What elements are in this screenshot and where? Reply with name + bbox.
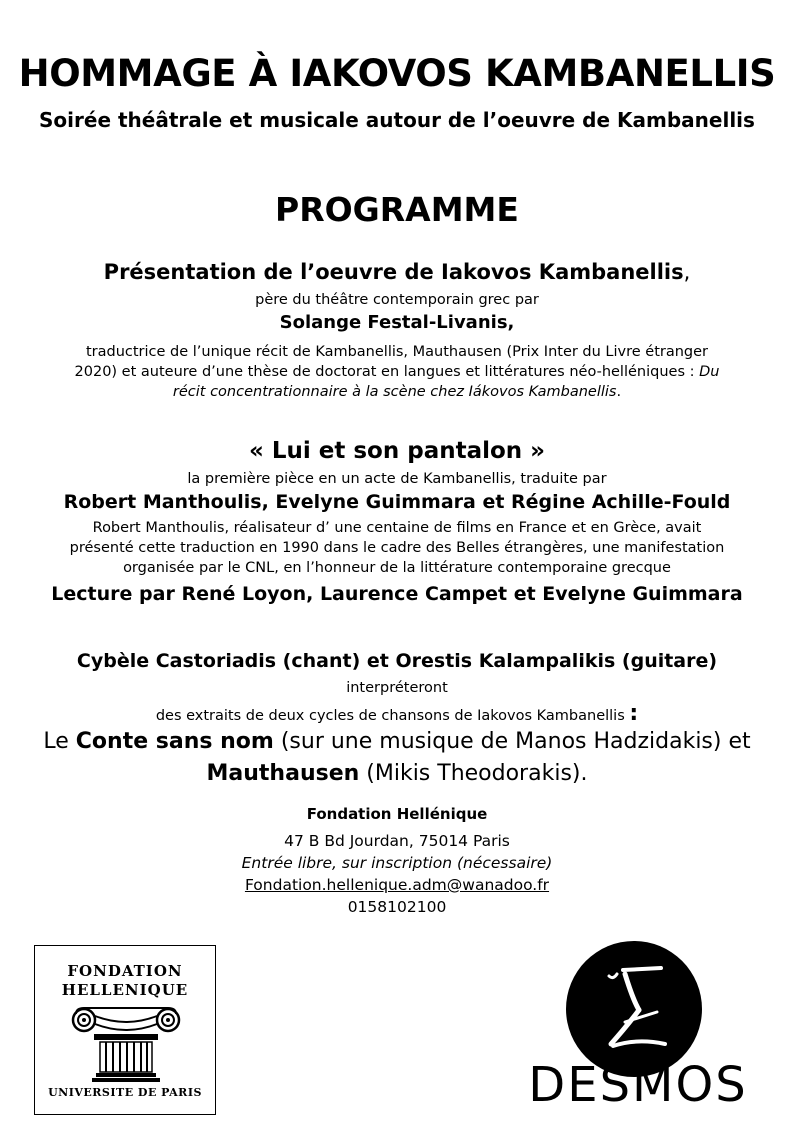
section3-line4-bold: Mauthausen: [206, 761, 360, 786]
section3-performers: Cybèle Castoriadis (chant) et Orestis Kalampalikis (guitare): [76, 650, 718, 672]
programme-heading: PROGRAMME: [275, 190, 519, 229]
venue-address: 47 B Bd Jourdan, 75014 Paris: [284, 832, 510, 850]
section3-line3-bold: Conte sans nom: [75, 729, 274, 754]
section1-desc-italic2: récit concentrationnaire à la scène chez Iákovos Kambanellis: [172, 384, 617, 400]
section1-desc-end: .: [616, 384, 622, 400]
section2-desc-line1: Robert Manthoulis, réalisateur d’ une centaine de films en France et en Grèce, avait: [92, 520, 702, 536]
section1-desc-italic1: Du: [699, 364, 720, 380]
venue-email-link[interactable]: Fondation.hellenique.adm@wanadoo.fr: [244, 876, 550, 894]
section3-line2-text: des extraits de deux cycles de chansons de Iakovos Kambanellis: [155, 708, 625, 724]
page-subtitle: Soirée théâtrale et musicale autour de l’oeuvre de Kambanellis: [39, 108, 755, 132]
section3-line3: [0, 726, 794, 758]
section3-line1: interpréteront: [346, 680, 448, 696]
section1-description: [20, 342, 774, 402]
venue-entry: Entrée libre, sur inscription (nécessaire): [241, 854, 553, 872]
section1-heading: [0, 260, 794, 284]
section1-heading-suffix: ,: [683, 260, 691, 284]
section1-line1: père du théâtre contemporain grec par: [255, 292, 539, 308]
section3-line3-post: (sur une musique de Manos Hadzidakis) et: [273, 729, 751, 754]
page-title: HOMMAGE À IAKOVOS KAMBANELLIS: [18, 52, 776, 95]
section3-line4-post: (Mikis Theodorakis).: [359, 761, 588, 786]
section1-heading-text: Présentation de l’oeuvre de Iakovos Kambanellis: [103, 260, 684, 284]
section2-line1: la première pièce en un acte de Kambanellis, traduite par: [187, 471, 607, 487]
section2-reading: Lecture par René Loyon, Laurence Campet et Evelyne Guimmara: [51, 583, 743, 605]
logo-fondation-line3: UNIVERSITE DE PARIS: [48, 1086, 202, 1099]
section3-line2-colon: :: [629, 701, 639, 726]
venue-phone: 0158102100: [347, 898, 447, 916]
section1-speaker: Solange Festal-Livanis,: [279, 312, 515, 333]
section1-desc-line2: [20, 362, 774, 382]
section3-line3-pre: Le: [43, 729, 76, 754]
section2-title: « Lui et son pantalon »: [248, 438, 546, 464]
desmos-wordmark: DESMOS: [528, 1057, 748, 1113]
section1-desc-line1: traductrice de l’unique récit de Kambanellis, Mauthausen (Prix Inter du Livre étranger: [85, 344, 709, 360]
section2-desc-line3: organisée par le CNL, en l’honneur de la littérature contemporaine grecque: [123, 560, 671, 576]
section3-line2: [0, 701, 794, 726]
ionic-column-icon: [70, 1006, 182, 1082]
section2-translators: Robert Manthoulis, Evelyne Guimmara et Régine Achille-Fould: [63, 491, 731, 513]
section2-description: [10, 518, 784, 578]
section1-desc-line2-text: 2020) et auteure d’une thèse de doctorat en langues et littératures néo-helléniques :: [74, 364, 700, 380]
fondation-hellenique-logo: [34, 945, 216, 1115]
section1-desc-line3: [20, 382, 774, 402]
section2-desc-line2: présenté cette traduction en 1990 dans le cadre des Belles étrangères, une manifestation: [69, 540, 725, 556]
logo-fondation-line2: HELLENIQUE: [61, 981, 189, 999]
venue-name: Fondation Hellénique: [306, 805, 488, 823]
logo-fondation-line1: FONDATION: [67, 962, 183, 980]
section3-line4: [0, 758, 794, 790]
desmos-logo: [513, 940, 763, 1113]
